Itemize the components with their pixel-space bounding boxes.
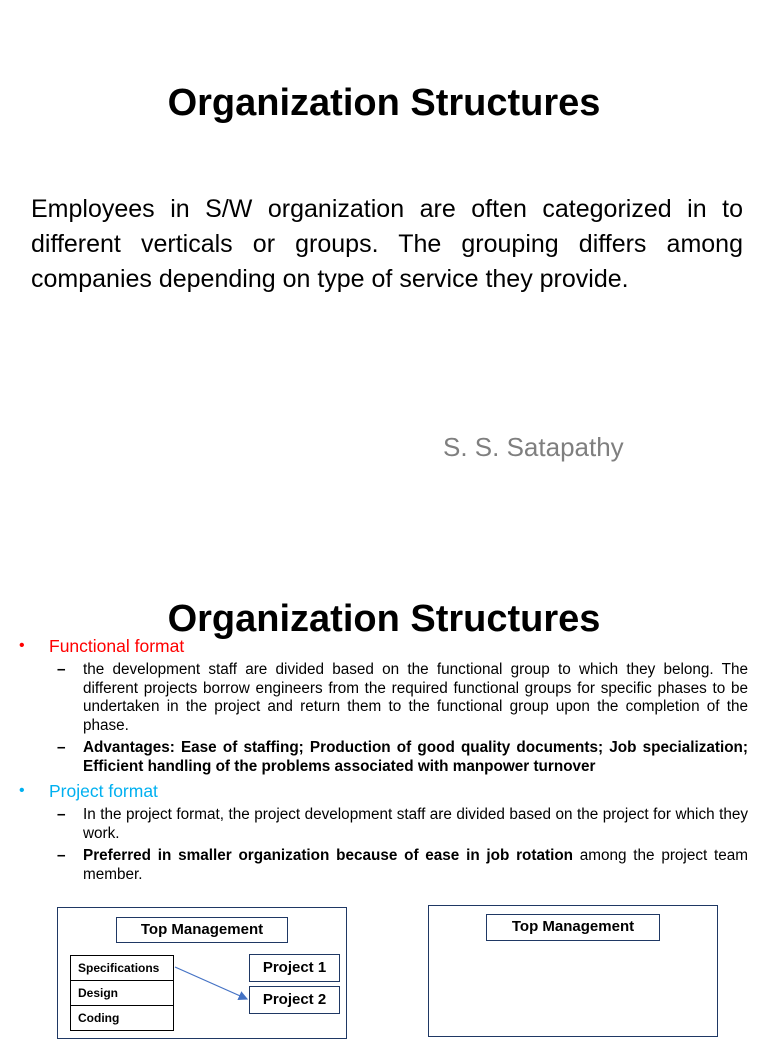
slide-1-intro-text: Employees in S/W organization are often categorized in to different verticals or groups. The grouping differs among companies depending on type of service they provide. [31, 195, 743, 293]
project-description-text: In the project format, the project development staff are divided based on the project for which they work. [83, 806, 748, 842]
author-name: S. S. Satapathy [443, 432, 624, 462]
slide-1-title: Organization Structures [167, 82, 601, 124]
functional-format-diagram [57, 907, 347, 1039]
function-specifications-cell: Specifications [70, 955, 174, 981]
assignment-arrow-icon [58, 908, 346, 1038]
project-preference-text: among the project team member. [83, 847, 748, 883]
slide-2-title: Organization Structures [167, 598, 601, 640]
dash-icon: – [57, 806, 66, 823]
project-item-description [0, 806, 768, 843]
project-1-box: Project 1 [249, 954, 340, 982]
project-format-diagram [428, 905, 718, 1037]
project-2-box: Project 2 [249, 986, 340, 1014]
bullet-dot-icon: • [19, 637, 25, 654]
slide-2 [0, 562, 768, 1024]
top-management-box: Top Management [116, 917, 288, 943]
bullet-dot-icon: • [19, 782, 25, 799]
dash-icon: – [57, 661, 66, 678]
function-coding-cell: Coding [70, 1005, 174, 1031]
dash-icon: – [57, 739, 66, 756]
functional-advantages-text: Advantages: Ease of staffing; Production of good quality documents; Job specialization; Efficient handling of the problems associated with manpower turnover [83, 739, 748, 775]
functional-item-advantages [0, 739, 768, 776]
project-preference-bold-text: Preferred in smaller organization because of ease in job rotation [83, 847, 574, 864]
functional-description-text: the development staff are divided based on the functional group to which they belong. The different projects borrow engineers from the required functional groups for specific phases to be undertaken in the project and return them to the functional group upon the completion of the phase. [83, 661, 748, 734]
top-management-box: Top Management [486, 914, 660, 941]
bullet-project-format [0, 780, 768, 802]
functional-format-heading: Functional format [49, 636, 185, 656]
dash-icon: – [57, 847, 66, 864]
bullet-list [0, 635, 768, 888]
bullet-functional-format [0, 635, 768, 657]
function-design-cell: Design [70, 980, 174, 1006]
functional-item-description [0, 661, 768, 735]
project-format-heading: Project format [49, 781, 158, 801]
project-item-preference [0, 847, 768, 884]
